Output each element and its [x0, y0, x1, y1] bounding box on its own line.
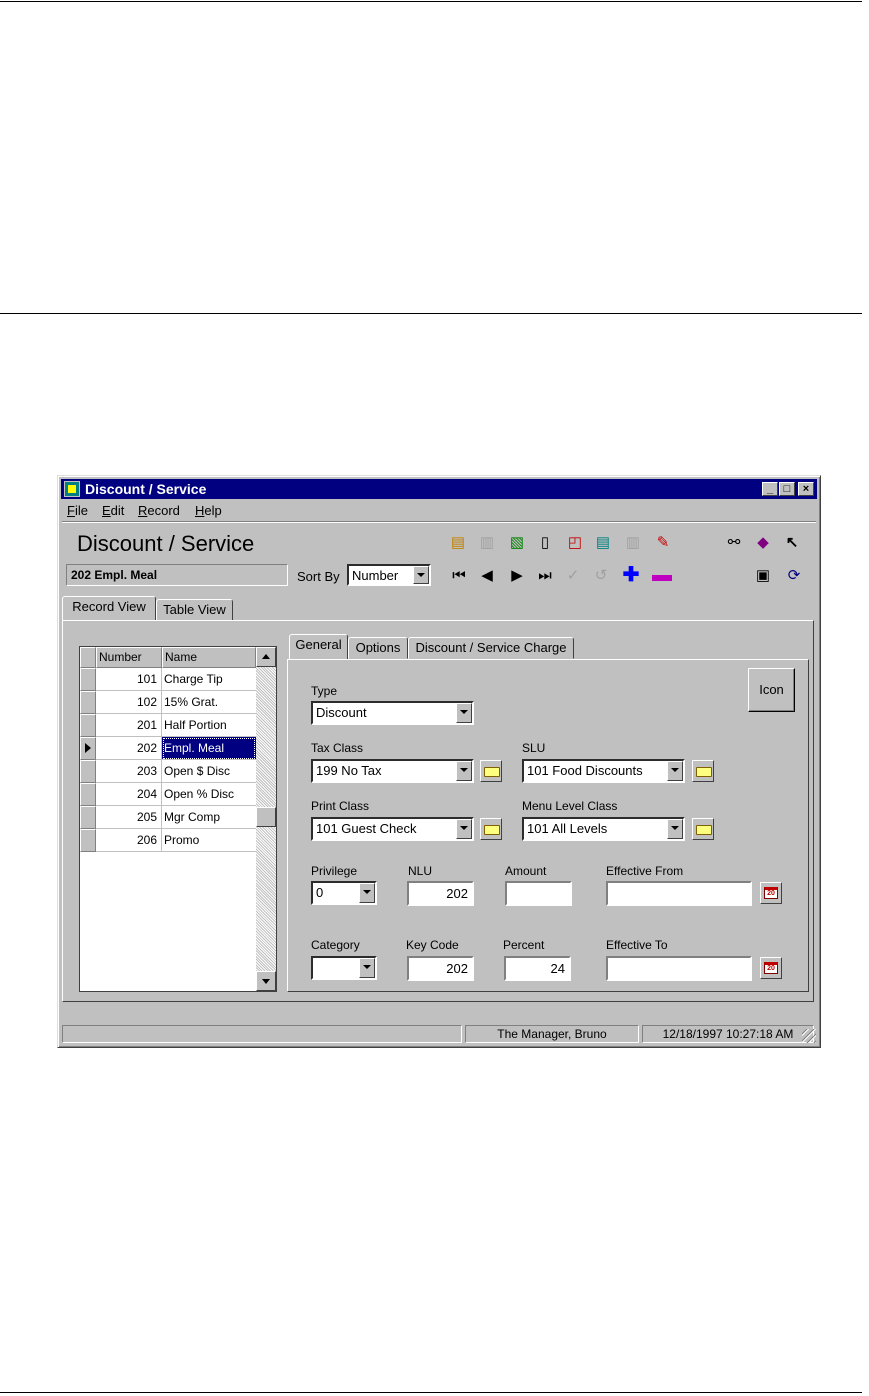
status-bar: [62, 1025, 816, 1043]
print-class-folder-icon[interactable]: [480, 818, 502, 840]
slu-select[interactable]: [522, 759, 685, 783]
chevron-down-icon[interactable]: [413, 566, 429, 584]
table-row-name-selected[interactable]: Empl. Meal: [162, 737, 256, 760]
status-user: The Manager, Bruno: [465, 1025, 639, 1043]
close-button[interactable]: ×: [798, 482, 814, 496]
title-bar[interactable]: [61, 479, 817, 499]
table-row-number[interactable]: 204: [96, 783, 162, 806]
table-row-number[interactable]: 205: [96, 806, 162, 829]
privilege-select[interactable]: [311, 881, 377, 905]
type-select[interactable]: [311, 701, 474, 725]
refresh-icon[interactable]: ⟳: [787, 567, 801, 584]
discount-service-window: [57, 475, 821, 1048]
scroll-down-button[interactable]: [256, 971, 276, 991]
effective-to-calendar-icon[interactable]: 20: [760, 957, 782, 979]
tax-class-select[interactable]: [311, 759, 474, 783]
sort-by-select[interactable]: [347, 564, 431, 586]
edit-pencil-icon[interactable]: ✎: [656, 534, 670, 551]
tab-options[interactable]: Options: [348, 637, 408, 659]
row-selector[interactable]: [80, 806, 96, 829]
nlu-field[interactable]: 202: [407, 881, 474, 906]
slu-label: SLU: [522, 741, 546, 755]
monitor-icon[interactable]: ▣: [755, 567, 771, 584]
menu-level-class-folder-icon[interactable]: [692, 818, 714, 840]
row-selector[interactable]: [80, 783, 96, 806]
minimize-button[interactable]: _: [762, 482, 778, 496]
add-record-icon[interactable]: ✚: [622, 564, 640, 586]
effective-from-field[interactable]: [606, 881, 752, 906]
row-selector[interactable]: [80, 829, 96, 852]
menu-record[interactable]: Record: [138, 503, 180, 518]
icon-button[interactable]: Icon: [748, 668, 795, 712]
paste-fields-icon[interactable]: ▥: [625, 534, 641, 551]
header-rule: [0, 313, 862, 314]
effective-to-field[interactable]: [606, 956, 752, 981]
nlu-label: NLU: [408, 864, 433, 878]
tab-record-view[interactable]: Record View: [62, 596, 156, 620]
menu-file[interactable]: File: [67, 503, 88, 518]
previous-record-icon[interactable]: ◀: [481, 567, 493, 584]
percent-field[interactable]: 24: [504, 956, 571, 981]
tax-class-value: 199 No Tax: [316, 763, 382, 778]
category-label: Category: [311, 938, 360, 952]
percent-label: Percent: [503, 938, 545, 952]
help-pointer-icon[interactable]: ↖: [785, 534, 799, 551]
book-icon[interactable]: ◆: [757, 534, 769, 551]
records-grid[interactable]: [79, 646, 277, 992]
table-row-name[interactable]: Open $ Disc: [162, 760, 256, 783]
sort-by-label: Sort By: [297, 569, 340, 584]
menu-edit[interactable]: Edit: [102, 503, 125, 518]
top-rule: [0, 1, 862, 2]
tab-discount-service-charge[interactable]: Discount / Service Charge: [408, 637, 574, 659]
table-row-name[interactable]: Half Portion: [162, 714, 256, 737]
binoculars-icon[interactable]: ⚯: [727, 534, 741, 551]
print-class-value: 101 Guest Check: [316, 821, 417, 836]
table-row-name[interactable]: Charge Tip: [162, 668, 256, 691]
status-pane-message: [62, 1025, 462, 1043]
menu-level-class-select[interactable]: [522, 817, 685, 841]
chevron-down-icon[interactable]: [359, 958, 375, 978]
table-row-name[interactable]: Open % Disc: [162, 783, 256, 806]
row-selector[interactable]: [80, 714, 96, 737]
chevron-down-icon[interactable]: [456, 703, 472, 723]
record-name-field: 202 Empl. Meal: [66, 564, 288, 586]
amount-field[interactable]: [505, 881, 572, 906]
key-code-field[interactable]: 202: [407, 956, 474, 981]
remove-record-icon[interactable]: ▬: [652, 564, 672, 586]
chevron-down-icon[interactable]: [359, 883, 375, 903]
key-code-label: Key Code: [406, 938, 459, 952]
slu-folder-icon[interactable]: [692, 760, 714, 782]
last-record-icon[interactable]: ⏭: [538, 567, 552, 584]
chevron-down-icon[interactable]: [667, 761, 683, 781]
effective-from-label: Effective From: [606, 864, 684, 878]
grid-corner: [80, 647, 96, 668]
paste-record-icon[interactable]: ▥: [479, 534, 495, 551]
chevron-down-icon[interactable]: [456, 819, 472, 839]
amount-label: Amount: [505, 864, 547, 878]
undo-icon[interactable]: ↺: [594, 567, 608, 584]
menu-separator: [62, 521, 816, 523]
tab-general[interactable]: General: [289, 634, 348, 659]
effective-to-label: Effective To: [606, 938, 668, 952]
privilege-value: 0: [316, 885, 324, 900]
save-check-icon[interactable]: ✓: [566, 567, 580, 584]
maximize-button[interactable]: □: [779, 482, 795, 496]
tax-class-folder-icon[interactable]: [480, 760, 502, 782]
column-header-number[interactable]: Number: [96, 647, 162, 668]
type-label: Type: [311, 684, 338, 698]
print-class-select[interactable]: [311, 817, 474, 841]
bottom-rule: [0, 1392, 862, 1393]
tab-table-view[interactable]: Table View: [156, 599, 233, 621]
table-row-number[interactable]: 101: [96, 668, 162, 691]
row-selector[interactable]: [80, 760, 96, 783]
print-class-label: Print Class: [311, 799, 370, 813]
row-selector[interactable]: [80, 691, 96, 714]
delete-icon[interactable]: ▯: [540, 534, 550, 551]
row-selector-current[interactable]: [80, 737, 96, 760]
app-icon[interactable]: [64, 481, 80, 497]
table-row-name[interactable]: 15% Grat.: [162, 691, 256, 714]
table-row-number[interactable]: 102: [96, 691, 162, 714]
table-row-name[interactable]: Promo: [162, 829, 256, 852]
record-count-icon[interactable]: ◰: [567, 534, 583, 551]
table-row-number[interactable]: 202: [96, 737, 162, 760]
menu-level-class-value: 101 All Levels: [527, 821, 608, 836]
page-title: Discount / Service: [77, 531, 255, 556]
chevron-down-icon[interactable]: [667, 819, 683, 839]
next-record-icon[interactable]: ▶: [511, 567, 523, 584]
table-row-number[interactable]: 206: [96, 829, 162, 852]
copy-record-icon[interactable]: ▤: [450, 534, 466, 551]
chevron-down-icon[interactable]: [456, 761, 472, 781]
table-row-number[interactable]: 203: [96, 760, 162, 783]
slu-value: 101 Food Discounts: [527, 763, 643, 778]
effective-from-calendar-icon[interactable]: 20: [760, 882, 782, 904]
menu-level-class-label: Menu Level Class: [522, 799, 618, 813]
column-header-name[interactable]: Name: [162, 647, 256, 668]
type-value: Discount: [316, 705, 367, 720]
resize-grip[interactable]: [802, 1029, 816, 1043]
table-row-name[interactable]: Mgr Comp: [162, 806, 256, 829]
category-select[interactable]: [311, 956, 377, 980]
row-selector[interactable]: [80, 668, 96, 691]
grid-vertical-scrollbar[interactable]: [256, 647, 276, 991]
table-row-number[interactable]: 201: [96, 714, 162, 737]
copy-range-icon[interactable]: ▧: [509, 534, 525, 551]
window-title: Discount / Service: [85, 481, 207, 497]
current-row-arrow-icon: [85, 743, 91, 753]
first-record-icon[interactable]: ⏮: [452, 567, 466, 584]
scroll-thumb[interactable]: [256, 807, 276, 827]
menu-help[interactable]: Help: [195, 503, 222, 518]
privilege-label: Privilege: [311, 864, 358, 878]
sort-by-value: Number: [352, 568, 399, 583]
tax-class-label: Tax Class: [311, 741, 364, 755]
scroll-up-button[interactable]: [256, 647, 276, 667]
status-datetime: 12/18/1997 10:27:18 AM: [642, 1025, 814, 1043]
copy-fields-icon[interactable]: ▤: [595, 534, 611, 551]
